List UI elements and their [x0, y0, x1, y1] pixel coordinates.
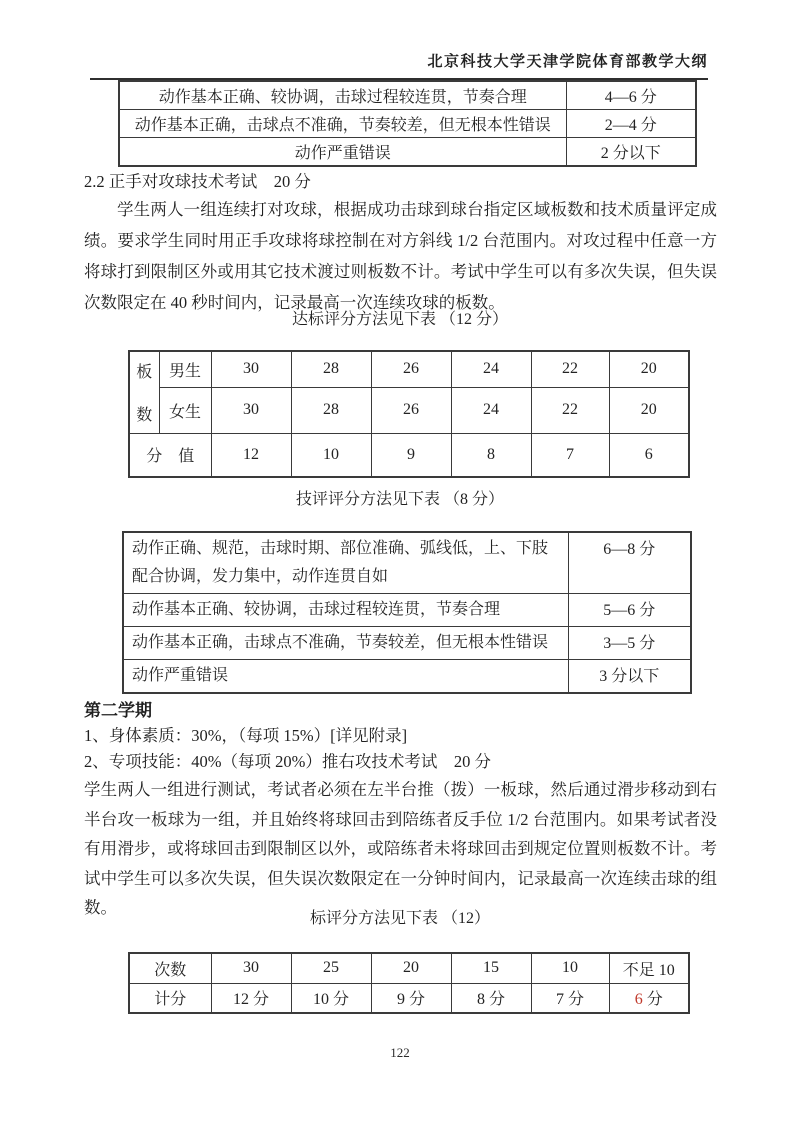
banshu-char-top: 板 [136, 364, 153, 382]
page-number: 122 [390, 1045, 410, 1060]
score-cell: 5—6 分 [568, 594, 691, 627]
points-value-cell: 6 [609, 433, 689, 477]
table-row [123, 532, 691, 594]
count-value-cell: 10 [531, 953, 609, 983]
male-value-cell: 20 [609, 351, 689, 387]
criteria-cell: 动作正确、规范，击球时期、部位准确、弧线低，上、下肢配合协调，发力集中，动作连贯自如 [123, 532, 568, 594]
score-cell: 4—6 分 [566, 81, 696, 109]
highlight-score-number: 6 [634, 991, 643, 1009]
score-cell: 2—4 分 [566, 109, 696, 137]
count-score-table [128, 952, 690, 1014]
table-row [123, 627, 691, 660]
female-value-cell: 26 [371, 387, 451, 433]
technique-score-table [122, 531, 692, 694]
banshu-stacked-label [136, 354, 153, 430]
criteria-cell: 动作基本正确、较协调，击球过程较连贯，节奏合理 [123, 594, 568, 627]
points-value-cell: 9 [371, 433, 451, 477]
criteria-cell: 动作严重错误 [119, 137, 566, 166]
female-label-cell: 女生 [159, 387, 211, 433]
table-row [119, 137, 696, 166]
female-value-cell: 22 [531, 387, 609, 433]
male-value-cell: 28 [291, 351, 371, 387]
criteria-cell: 动作严重错误 [123, 660, 568, 694]
points-value-cell: 10 [291, 433, 371, 477]
standard-score-table [128, 350, 690, 478]
male-value-cell: 26 [371, 351, 451, 387]
count-value-cell: 25 [291, 953, 371, 983]
table-row-scores [129, 983, 689, 1013]
count-value-cell: 30 [211, 953, 291, 983]
table-row-points [129, 433, 689, 477]
table-row-counts [129, 953, 689, 983]
points-label-cell: 分 值 [129, 433, 211, 477]
male-value-cell: 22 [531, 351, 609, 387]
score-value-cell: 9 分 [371, 983, 451, 1013]
section-paragraph: 学生两人一组连续打对攻球，根据成功击球到球台指定区域板数和技术质量评定成绩。要求学生同时用正手攻球将球控制在对方斜线 1/2 台范围内。对攻过程中任意一方将球打到限制区外或用其它技术渡过则板数不计。考试中学生可以有多次失误，但失误次数限定在 40 秒时间内，记录最高一次连续攻球的板数。 [84, 200, 717, 312]
table-row [123, 660, 691, 694]
count-value-cell: 20 [371, 953, 451, 983]
female-value-cell: 20 [609, 387, 689, 433]
table-row [123, 594, 691, 627]
section-heading: 2.2 正手对攻球技术考试 20 分 [84, 172, 311, 191]
score-cell: 3 分以下 [568, 660, 691, 694]
score-cell: 6—8 分 [568, 532, 691, 594]
criteria-cell: 动作基本正确，击球点不准确，节奏较差，但无根本性错误 [119, 109, 566, 137]
female-value-cell: 28 [291, 387, 371, 433]
semester2-heading: 第二学期 [84, 701, 152, 720]
female-value-cell: 24 [451, 387, 531, 433]
table-row [119, 81, 696, 109]
score-value-cell: 10 分 [291, 983, 371, 1013]
points-value-cell: 8 [451, 433, 531, 477]
score-cell: 3—5 分 [568, 627, 691, 660]
table-row-male [129, 351, 689, 387]
score-value-cell-highlight [609, 983, 689, 1013]
female-value-cell: 30 [211, 387, 291, 433]
criteria-cell: 动作基本正确、较协调，击球过程较连贯，节奏合理 [119, 81, 566, 109]
score-value-cell: 12 分 [211, 983, 291, 1013]
highlight-score-unit: 分 [642, 991, 663, 1009]
semester2-item-fitness: 1、身体素质：30%，（每项 15%）[详见附录] [84, 726, 408, 745]
count-value-cell: 不足 10 [609, 953, 689, 983]
male-value-cell: 24 [451, 351, 531, 387]
male-label-cell: 男生 [159, 351, 211, 387]
count-label-cell: 次数 [129, 953, 211, 983]
points-value-cell: 7 [531, 433, 609, 477]
points-value-cell: 12 [211, 433, 291, 477]
score-cell: 2 分以下 [566, 137, 696, 166]
carryover-grading-table [118, 80, 697, 167]
criteria-cell: 动作基本正确，击球点不准确，节奏较差，但无根本性错误 [123, 627, 568, 660]
row-header-banshu [129, 351, 159, 433]
page-header-title: 北京科技大学天津学院体育部教学大纲 [427, 54, 708, 70]
count-table-caption: 标评分方法见下表 （12） [309, 910, 490, 927]
technique-table-caption: 技评评分方法见下表 （8 分） [295, 491, 504, 508]
count-value-cell: 15 [451, 953, 531, 983]
score-value-cell: 7 分 [531, 983, 609, 1013]
standard-table-caption: 达标评分方法见下表 （12 分） [291, 311, 508, 328]
table-row-female [129, 387, 689, 433]
score-value-cell: 8 分 [451, 983, 531, 1013]
semester2-item-skill: 2、专项技能：40%（每项 20%）推右攻技术考试 20 分 [84, 752, 491, 771]
banshu-char-bottom: 数 [136, 407, 153, 425]
score-label-cell: 计分 [129, 983, 211, 1013]
semester2-paragraph: 学生两人一组进行测试，考试者必须在左半台推（拨）一板球，然后通过滑步移动到右半台攻一板球为一组，并且始终将球回击到陪练者反手位 1/2 台范围内。如果考试者没有用滑步，或将球回击到限制区以外，或陪练者未将球回击到规定位置则板数不计。考试中学生可以多次失误，但失误次数限定在一分钟时间内，记录最高一次连续击球的组数。 [84, 780, 717, 917]
table-row [119, 109, 696, 137]
male-value-cell: 30 [211, 351, 291, 387]
